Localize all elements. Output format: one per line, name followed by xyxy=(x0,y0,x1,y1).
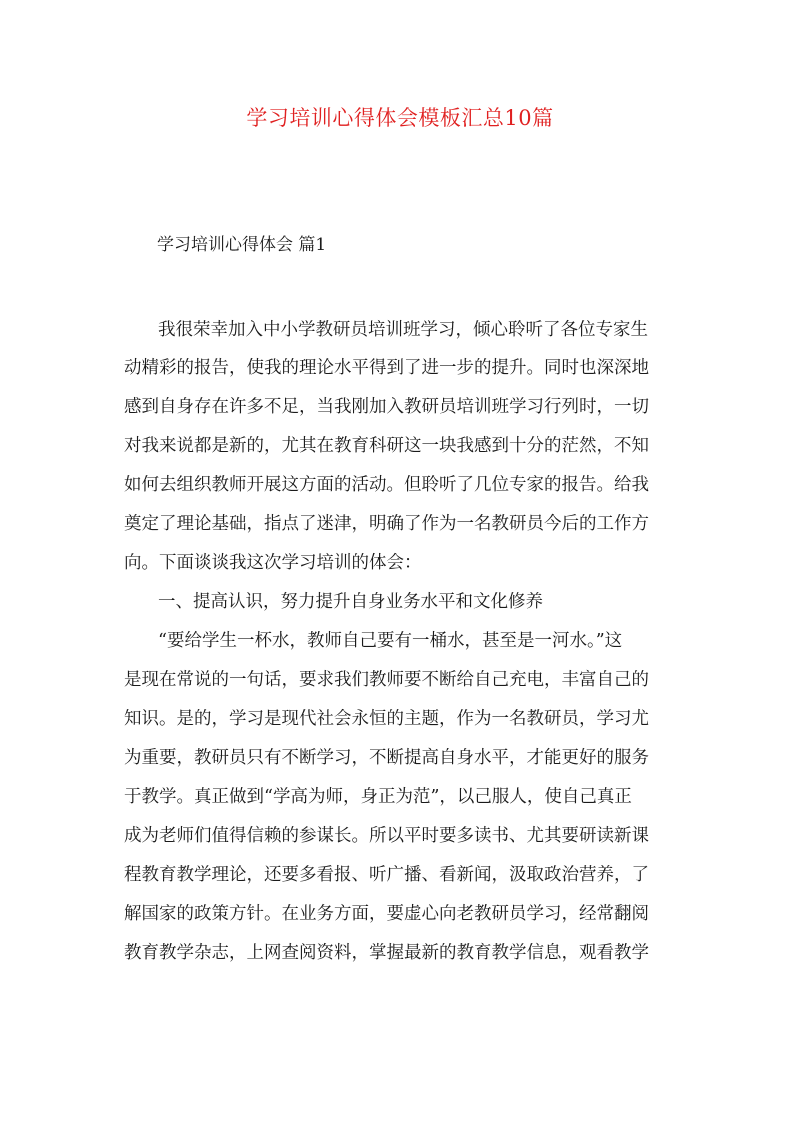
paragraph-line: 程教育教学理论，还要多看报、听广播、看新闻，汲取政治营养，了 xyxy=(124,865,649,885)
paragraph-line: 如何去组织教师开展这方面的活动。但聆听了几位专家的报告。给我 xyxy=(124,475,649,495)
paragraph-line: 感到自身存在许多不足，当我刚加入教研员培训班学习行列时，一切 xyxy=(124,397,649,417)
paragraph-line: 为重要，教研员只有不断学习，不断提高自身水平，才能更好的服务 xyxy=(124,748,649,768)
section-heading: 学习培训心得体会 篇1 xyxy=(157,235,327,255)
paragraph-line: 是现在常说的一句话，要求我们教师要不断给自己充电，丰富自己的 xyxy=(124,670,649,690)
paragraph-line: 我很荣幸加入中小学教研员培训班学习，倾心聆听了各位专家生 xyxy=(158,320,648,340)
paragraph-line: 对我来说都是新的，尤其在教育科研这一块我感到十分的茫然，不知 xyxy=(124,436,649,456)
paragraph-line: 向。下面谈谈我这次学习培训的体会： xyxy=(124,553,422,573)
paragraph-line: 解国家的政策方针。在业务方面，要虚心向老教研员学习，经常翻阅 xyxy=(124,904,649,924)
paragraph-line: 于教学。真正做到“学高为师，身正为范”，以己服人，使自己真正 xyxy=(124,787,632,807)
paragraph-line: 奠定了理论基础，指点了迷津，明确了作为一名教研员今后的工作方 xyxy=(124,514,649,534)
subsection-heading: 一、提高认识，努力提升自身业务水平和文化修养 xyxy=(158,592,543,612)
paragraph-line: 教育教学杂志，上网查阅资料，掌握最新的教育教学信息，观看教学 xyxy=(124,943,649,963)
paragraph-line: “要给学生一杯水，教师自己要有一桶水，甚至是一河水。”这 xyxy=(158,631,623,651)
paragraph-line: 成为老师们值得信赖的参谋长。所以平时要多读书、尤其要研读新课 xyxy=(124,826,649,846)
paragraph-line: 知识。是的，学习是现代社会永恒的主题，作为一名教研员，学习尤 xyxy=(124,709,649,729)
paragraph-line: 动精彩的报告，使我的理论水平得到了进一步的提升。同时也深深地 xyxy=(124,358,649,378)
document-title: 学习培训心得体会模板汇总10篇 xyxy=(246,106,554,130)
